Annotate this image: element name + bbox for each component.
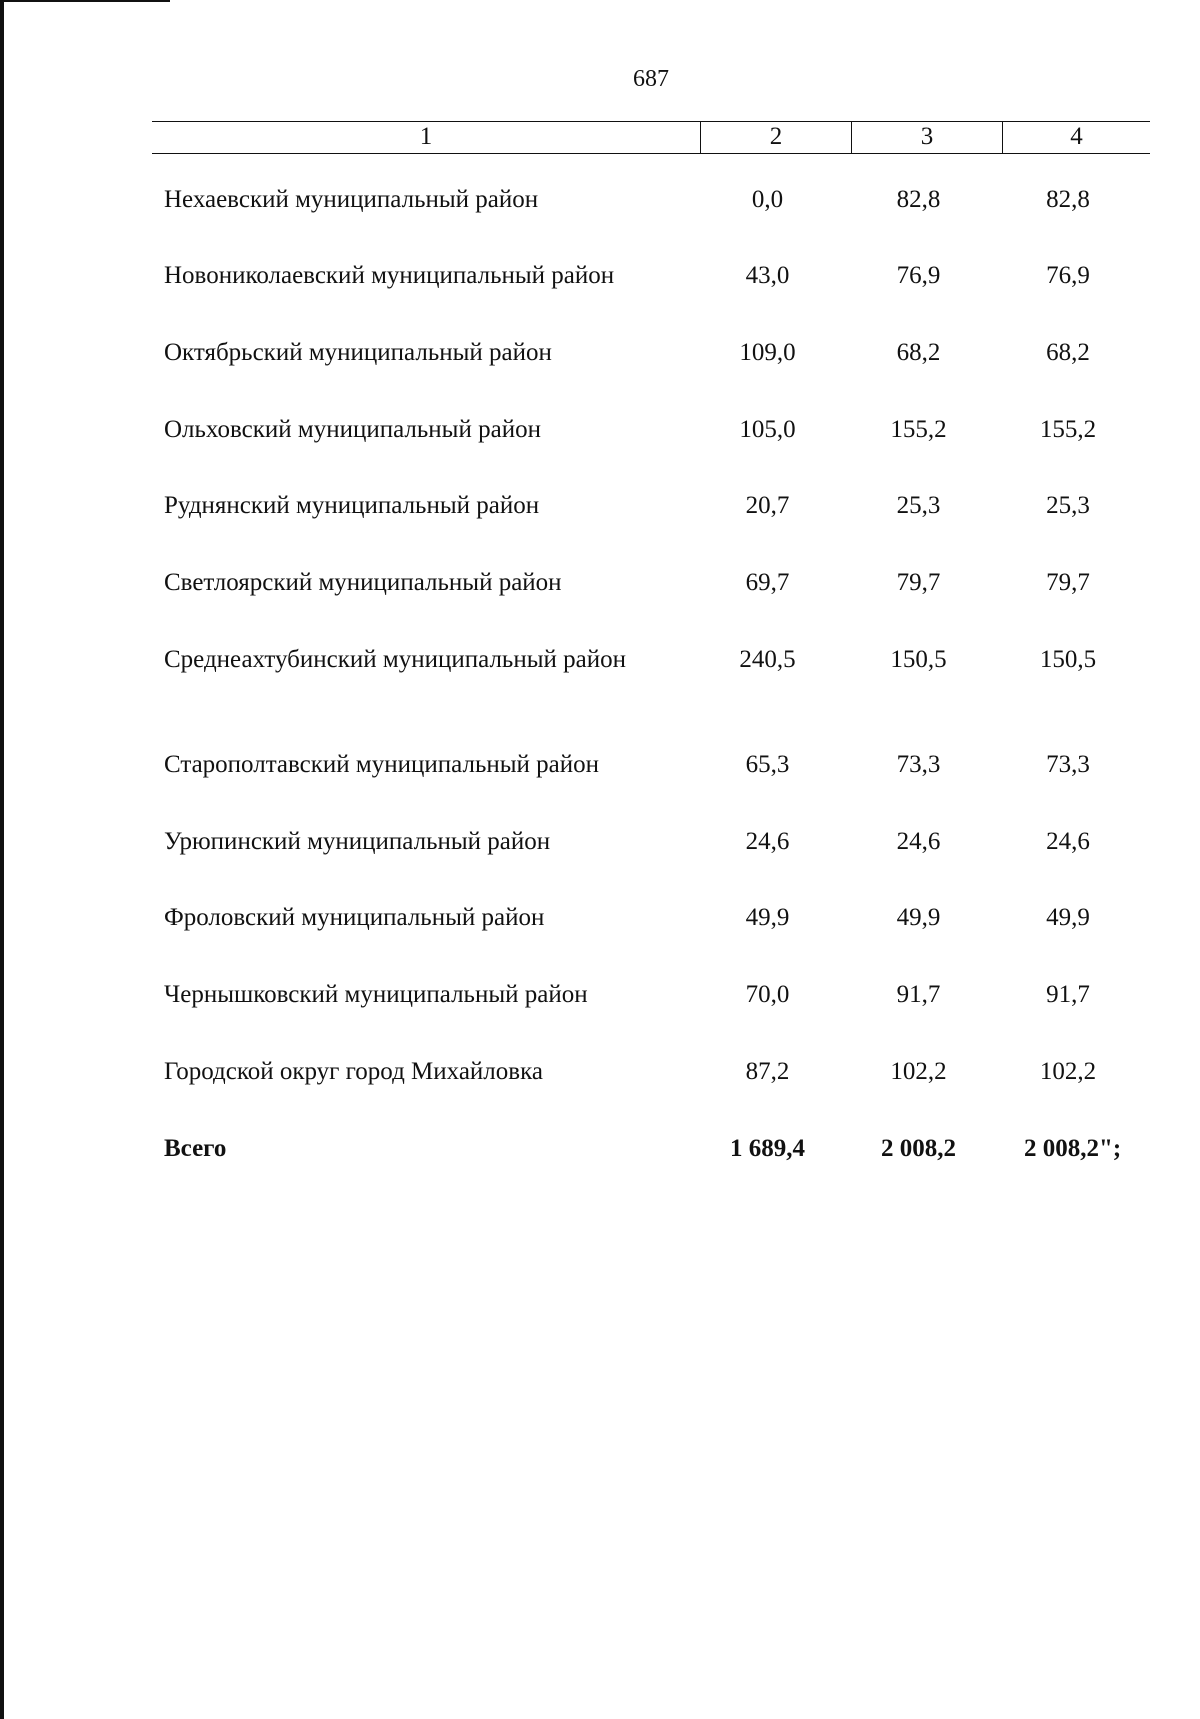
value-col-4: 150,5	[1039, 646, 1097, 673]
value-col-2: 43,0	[745, 262, 790, 289]
table-row	[152, 826, 1150, 857]
district-name: Нехаевский муниципальный район	[164, 186, 539, 213]
district-name: Светлоярский муниципальный район	[164, 569, 562, 596]
total-col-4: 2 008,2";	[1024, 1135, 1122, 1162]
header-col-3: 3	[851, 122, 1002, 153]
value-col-3: 68,2	[896, 339, 941, 366]
table-row	[152, 1056, 1150, 1087]
value-col-3: 155,2	[890, 416, 947, 443]
value-col-2: 65,3	[745, 751, 790, 778]
value-col-2: 24,6	[745, 828, 790, 855]
value-col-2: 87,2	[745, 1058, 790, 1085]
table-row	[152, 749, 1150, 780]
table-row	[152, 902, 1150, 933]
total-row	[152, 1133, 1150, 1164]
value-col-4: 102,2	[1039, 1058, 1097, 1085]
value-col-4: 76,9	[1046, 262, 1090, 289]
value-col-4: 24,6	[1046, 828, 1090, 855]
table-row	[152, 414, 1150, 445]
value-col-4: 49,9	[1046, 904, 1090, 931]
value-col-4: 155,2	[1039, 416, 1097, 443]
value-col-4: 73,3	[1046, 751, 1090, 778]
header-col-1: 1	[419, 123, 433, 150]
value-col-2: 105,0	[739, 416, 796, 443]
total-col-3: 2 008,2	[881, 1135, 956, 1162]
value-col-2: 20,7	[745, 492, 790, 519]
header-col-2: 2	[700, 122, 851, 153]
district-name: Октябрьский муниципальный район	[164, 339, 552, 366]
value-col-4: 68,2	[1046, 339, 1090, 366]
value-col-4: 91,7	[1046, 981, 1090, 1008]
scan-edge-top	[0, 0, 170, 2]
table-row	[152, 184, 1150, 215]
table-header-row	[152, 121, 1150, 154]
total-label: Всего	[164, 1135, 227, 1162]
table-row	[152, 644, 1150, 675]
district-name: Старополтавский муниципальный район	[164, 751, 599, 778]
district-name: Руднянский муниципальный район	[164, 492, 540, 519]
value-col-3: 49,9	[896, 904, 941, 931]
value-col-3: 25,3	[896, 492, 941, 519]
table-row	[152, 567, 1150, 598]
total-col-2: 1 689,4	[730, 1135, 805, 1162]
value-col-2: 0,0	[751, 186, 784, 213]
value-col-2: 49,9	[745, 904, 790, 931]
value-col-3: 24,6	[896, 828, 941, 855]
district-name: Фроловский муниципальный район	[164, 904, 545, 931]
district-name: Среднеахтубинский муниципальный район	[164, 646, 626, 673]
value-col-3: 73,3	[896, 751, 941, 778]
district-name: Новониколаевский муниципальный район	[164, 262, 615, 289]
district-name: Урюпинский муниципальный район	[164, 828, 551, 855]
value-col-2: 240,5	[739, 646, 796, 673]
district-name: Ольховский муниципальный район	[164, 416, 541, 443]
table-row	[152, 490, 1150, 521]
value-col-3: 76,9	[896, 262, 941, 289]
page-number: 687	[633, 66, 669, 92]
table-row	[152, 260, 1150, 291]
value-col-3: 91,7	[896, 981, 941, 1008]
table-row	[152, 337, 1150, 368]
value-col-4: 25,3	[1046, 492, 1090, 519]
header-col-4: 4	[1002, 122, 1150, 153]
value-col-4: 82,8	[1046, 186, 1090, 213]
value-col-4: 79,7	[1046, 569, 1090, 596]
value-col-3: 79,7	[896, 569, 941, 596]
district-name: Чернышковский муниципальный район	[164, 981, 588, 1008]
value-col-3: 102,2	[890, 1058, 947, 1085]
table-row	[152, 979, 1150, 1010]
scan-edge-left	[0, 0, 4, 1719]
value-col-2: 70,0	[745, 981, 790, 1008]
value-col-2: 109,0	[739, 339, 796, 366]
value-col-2: 69,7	[745, 569, 790, 596]
district-name: Городской округ город Михайловка	[164, 1058, 543, 1085]
value-col-3: 82,8	[896, 186, 941, 213]
value-col-3: 150,5	[890, 646, 947, 673]
